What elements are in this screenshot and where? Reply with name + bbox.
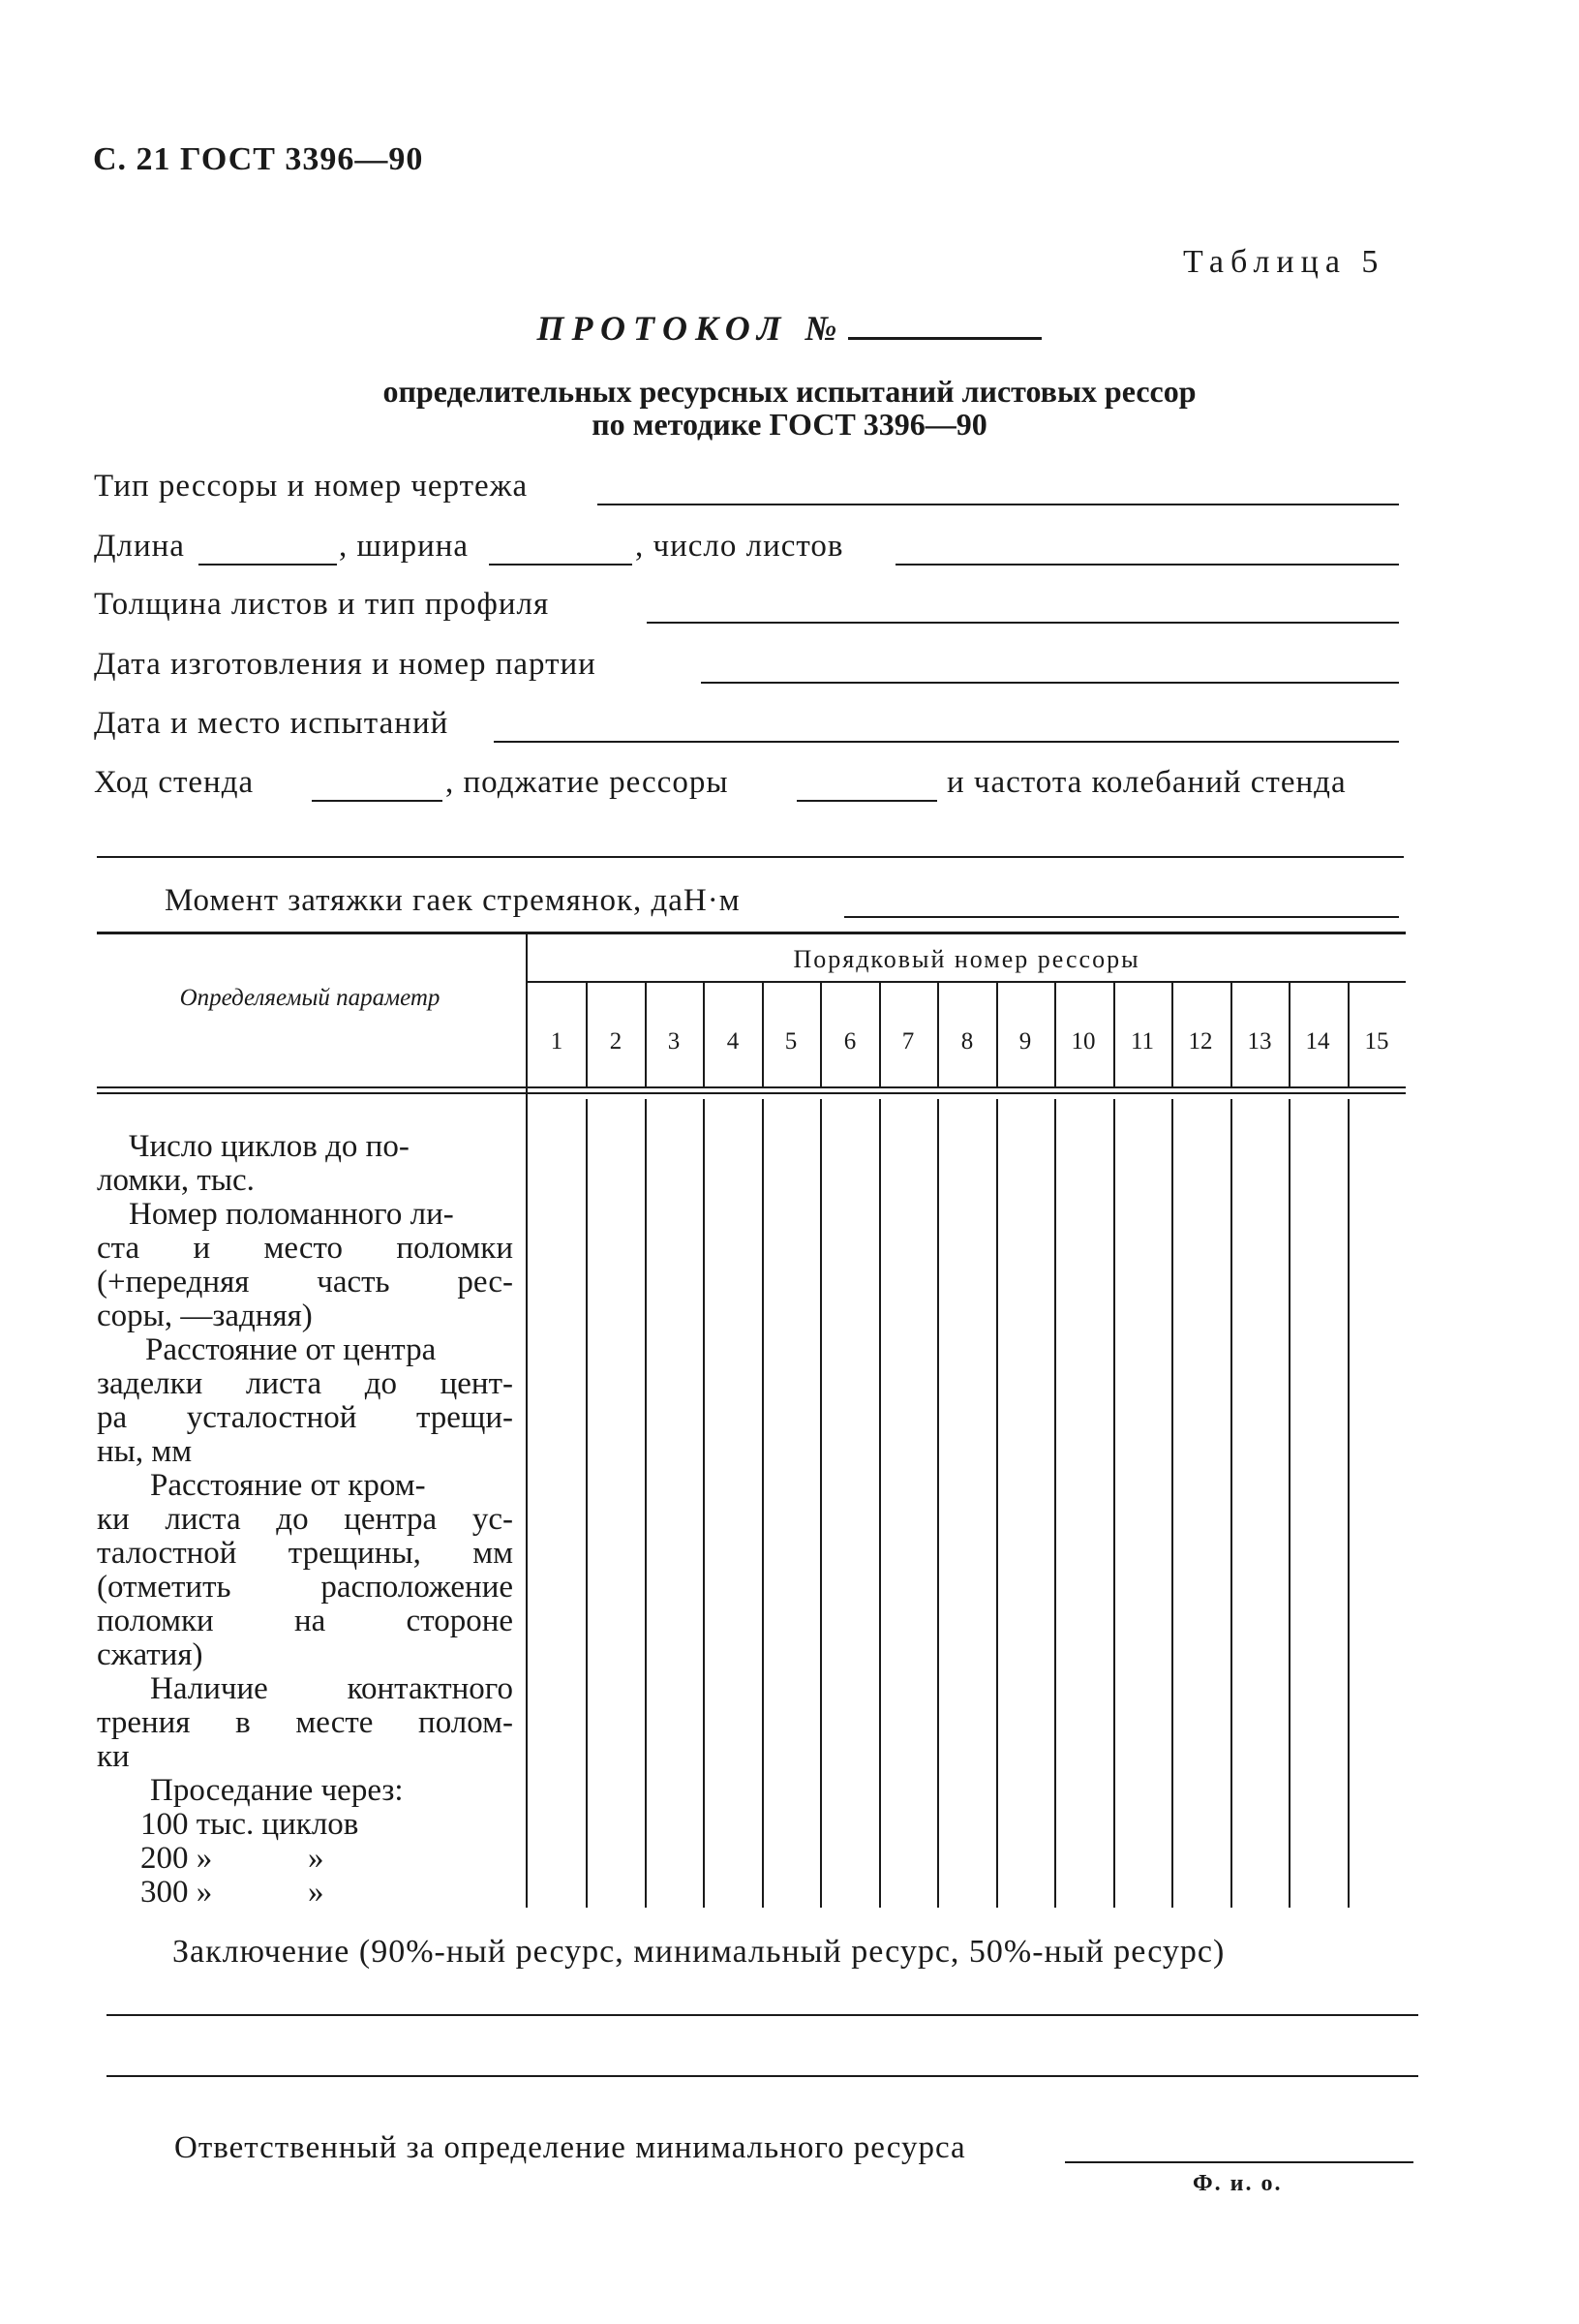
- column-number: 3: [667, 1028, 681, 1055]
- field-preload: , поджатие рессоры: [445, 765, 729, 800]
- column-number: 15: [1364, 1028, 1389, 1055]
- row-distance-center-line2: заделки листа до цент-: [97, 1366, 513, 1401]
- row-friction-line2: трения в месте полом-: [97, 1705, 513, 1740]
- manufacture-blank: [701, 682, 1399, 684]
- field-width: , ширина: [339, 529, 470, 564]
- field-stroke: Ход стенда: [94, 765, 255, 800]
- row-distance-edge-line5: поломки на стороне: [97, 1604, 513, 1638]
- row-distance-center-line1: Расстояние от центра: [145, 1332, 437, 1367]
- width-blank: [489, 564, 632, 566]
- column-body-divider: [879, 1099, 881, 1908]
- column-number: 12: [1188, 1028, 1213, 1055]
- column-number: 8: [960, 1028, 974, 1055]
- column-body-divider: [1113, 1099, 1115, 1908]
- number-header-rule: [528, 981, 1406, 983]
- field-length: Длина: [94, 529, 185, 564]
- column-body-divider: [1054, 1099, 1056, 1908]
- row-sag-line4: 300 »: [140, 1875, 213, 1910]
- protocol-title: [0, 308, 1579, 349]
- row-cycles-line1: Число циклов до по-: [129, 1129, 410, 1164]
- row-distance-edge-line4: (отметить расположение: [97, 1570, 513, 1605]
- column-body-divider: [996, 1099, 998, 1908]
- row-sag-line2: 100 тыс. циклов: [140, 1807, 359, 1842]
- column-number: 9: [1018, 1028, 1032, 1055]
- column-body-divider: [645, 1099, 647, 1908]
- test-place-blank: [494, 741, 1399, 743]
- field-frequency: и частота колебаний стенда: [947, 765, 1347, 800]
- protocol-title-text: ПРОТОКОЛ №: [536, 309, 845, 348]
- column-body-divider: [1230, 1099, 1232, 1908]
- row-distance-edge-line2: ки листа до центра ус-: [97, 1502, 513, 1537]
- header-double-rule-2: [97, 1092, 1406, 1094]
- row-broken-leaf-line3: (+передняя часть рес-: [97, 1265, 513, 1300]
- table-top-rule: [97, 932, 1406, 934]
- row-distance-center-line3: ра усталостной трещи-: [97, 1400, 513, 1435]
- column-body-divider: [1171, 1099, 1173, 1908]
- torque-blank: [844, 916, 1399, 918]
- column-body-divider: [1348, 1099, 1350, 1908]
- protocol-subtitle-1: определительных ресурсных испытаний листовых рессор: [382, 374, 1197, 409]
- row-distance-edge-line6: сжатия): [97, 1637, 203, 1672]
- field-test-place: Дата и место испытаний: [94, 706, 449, 741]
- row-sag-line3-ditto: »: [308, 1841, 324, 1876]
- protocol-number-blank: [848, 310, 1042, 340]
- signature-caption: Ф. и. о.: [1193, 2171, 1283, 2196]
- table-label: Таблица 5: [1183, 244, 1385, 280]
- column-body-divider: [820, 1099, 822, 1908]
- frequency-blank-line: [97, 856, 1404, 858]
- field-leaves: , число листов: [635, 529, 844, 564]
- column-number: 10: [1071, 1028, 1096, 1055]
- row-sag-line4-ditto: »: [308, 1875, 324, 1910]
- column-body-divider: [1289, 1099, 1291, 1908]
- column-number: 11: [1130, 1028, 1155, 1055]
- row-distance-edge-line3: талостной трещины, мм: [97, 1536, 513, 1571]
- column-number: 14: [1305, 1028, 1330, 1055]
- conclusion-text: Заключение (90%-ный ресурс, минимальный ресурс, 50%-ный ресурс): [172, 1934, 1226, 1970]
- length-blank: [198, 564, 337, 566]
- conclusion-line-1: [106, 2014, 1418, 2016]
- conclusion-line-2: [106, 2075, 1418, 2077]
- column-number: 6: [843, 1028, 857, 1055]
- row-friction-line3: ки: [97, 1739, 130, 1774]
- responsible-text: Ответственный за определение минимального ресурса: [174, 2130, 966, 2165]
- row-broken-leaf-line2: ста и место поломки: [97, 1231, 513, 1266]
- spring-type-blank: [597, 504, 1399, 505]
- row-broken-leaf-line4: соры, —задняя): [97, 1299, 313, 1333]
- column-body-divider: [703, 1099, 705, 1908]
- column-number: 7: [901, 1028, 915, 1055]
- preload-blank: [797, 800, 937, 802]
- thickness-blank: [647, 622, 1399, 624]
- column-body-divider: [937, 1099, 939, 1908]
- column-number: 5: [784, 1028, 798, 1055]
- field-thickness: Толщина листов и тип профиля: [94, 587, 550, 622]
- signature-line: [1065, 2161, 1413, 2163]
- row-distance-center-line4: ны, мм: [97, 1434, 193, 1469]
- row-friction-line1: Наличие контактного: [150, 1671, 513, 1706]
- row-distance-edge-line1: Расстояние от кром-: [150, 1468, 426, 1503]
- row-broken-leaf-line1: Номер поломанного ли-: [129, 1197, 454, 1232]
- column-number: 13: [1247, 1028, 1272, 1055]
- column-number: 1: [550, 1028, 563, 1055]
- header-double-rule-1: [97, 1086, 1406, 1088]
- param-header: Определяемый параметр: [179, 985, 440, 1011]
- leaves-blank: [896, 564, 1399, 566]
- field-torque: Момент затяжки гаек стремянок, даН·м: [165, 883, 741, 918]
- number-header: Порядковый номер рессоры: [793, 945, 1140, 973]
- column-number: 2: [609, 1028, 622, 1055]
- column-number: 4: [726, 1028, 740, 1055]
- column-body-divider: [762, 1099, 764, 1908]
- row-sag-line1: Проседание через:: [150, 1773, 404, 1808]
- row-cycles-line2: ломки, тыс.: [97, 1163, 255, 1198]
- stroke-blank: [312, 800, 442, 802]
- column-body-divider: [586, 1099, 588, 1908]
- protocol-subtitle-2: по методике ГОСТ 3396—90: [592, 407, 987, 442]
- param-column-divider: [526, 934, 528, 1908]
- page-header: С. 21 ГОСТ 3396—90: [93, 141, 424, 177]
- field-spring-type: Тип рессоры и номер чертежа: [94, 469, 529, 504]
- row-sag-line3: 200 »: [140, 1841, 213, 1876]
- field-manufacture: Дата изготовления и номер партии: [94, 647, 596, 682]
